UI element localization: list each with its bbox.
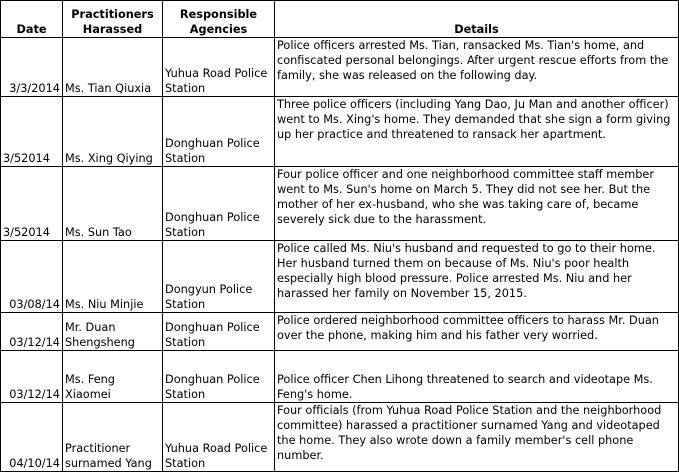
cell-details: Police ordered neighborhood committee officers to harass Mr. Duan over the phone, making him and his father very worried. [275,313,679,351]
cell-practitioner: Practitioner surnamed Yang [63,403,163,472]
header-date: Date [1,1,63,38]
cell-date: 03/12/14 [1,313,63,351]
table-row [1,403,679,472]
cell-practitioner: Ms. Xing Qiying [63,97,163,167]
cell-agency: Donghuan Police Station [163,313,275,351]
table-row [1,313,679,351]
cell-details: Police officer Chen Lihong threatened to search and videotape Ms. Feng's home. [275,351,679,403]
header-agencies: Responsible Agencies [163,1,275,38]
table-row [1,351,679,403]
table-row [1,167,679,241]
cell-practitioner: Mr. Duan Shengsheng [63,313,163,351]
cell-date: 03/08/14 [1,241,63,313]
cell-agency: Donghuan Police Station [163,351,275,403]
cell-details: Police officers arrested Ms. Tian, ransacked Ms. Tian's home, and confiscated personal belongings. After urgent rescue efforts from the family, she was released on the following day. [275,38,679,97]
cell-agency: Donghuan Police Station [163,167,275,241]
cell-practitioner: Ms. Sun Tao [63,167,163,241]
cell-date: 03/12/14 [1,351,63,403]
cell-date: 3/52014 [1,97,63,167]
cell-details: Four police officer and one neighborhood committee staff member went to Ms. Sun's home on March 5. They did not see her. But the mother of her ex-husband, who she was taking care of, became severely sick due to the harassment. [275,167,679,241]
cell-date: 04/10/14 [1,403,63,472]
table-row [1,97,679,167]
cell-date: 3/3/2014 [1,38,63,97]
table-row [1,241,679,313]
cell-agency: Donghuan Police Station [163,97,275,167]
header-row [1,1,679,38]
cell-practitioner: Ms. Tian Qiuxia [63,38,163,97]
table-row [1,38,679,97]
cell-details: Police called Ms. Niu's husband and requested to go to their home. Her husband turned them on because of Ms. Niu's poor health especially high blood pressure. Police arrested Ms. Niu and her harassed her family on November 15, 2015. [275,241,679,313]
cell-date: 3/52014 [1,167,63,241]
cell-agency: Dongyun Police Station [163,241,275,313]
cell-practitioner: Ms. Niu Minjie [63,241,163,313]
cell-agency: Yuhua Road Police Station [163,403,275,472]
cell-details: Three police officers (including Yang Dao, Ju Man and another officer) went to Ms. Xing's home. They demanded that she sign a form giving up her practice and threatened to ransack her apartment. [275,97,679,167]
cell-details: Four officials (from Yuhua Road Police Station and the neighborhood committee) harassed a practitioner surnamed Yang and videotaped the home. They also wrote down a family member's cell phone number. [275,403,679,472]
header-details: Details [275,1,679,38]
header-practitioners: Practitioners Harassed [63,1,163,38]
cell-agency: Yuhua Road Police Station [163,38,275,97]
cell-practitioner: Ms. Feng Xiaomei [63,351,163,403]
